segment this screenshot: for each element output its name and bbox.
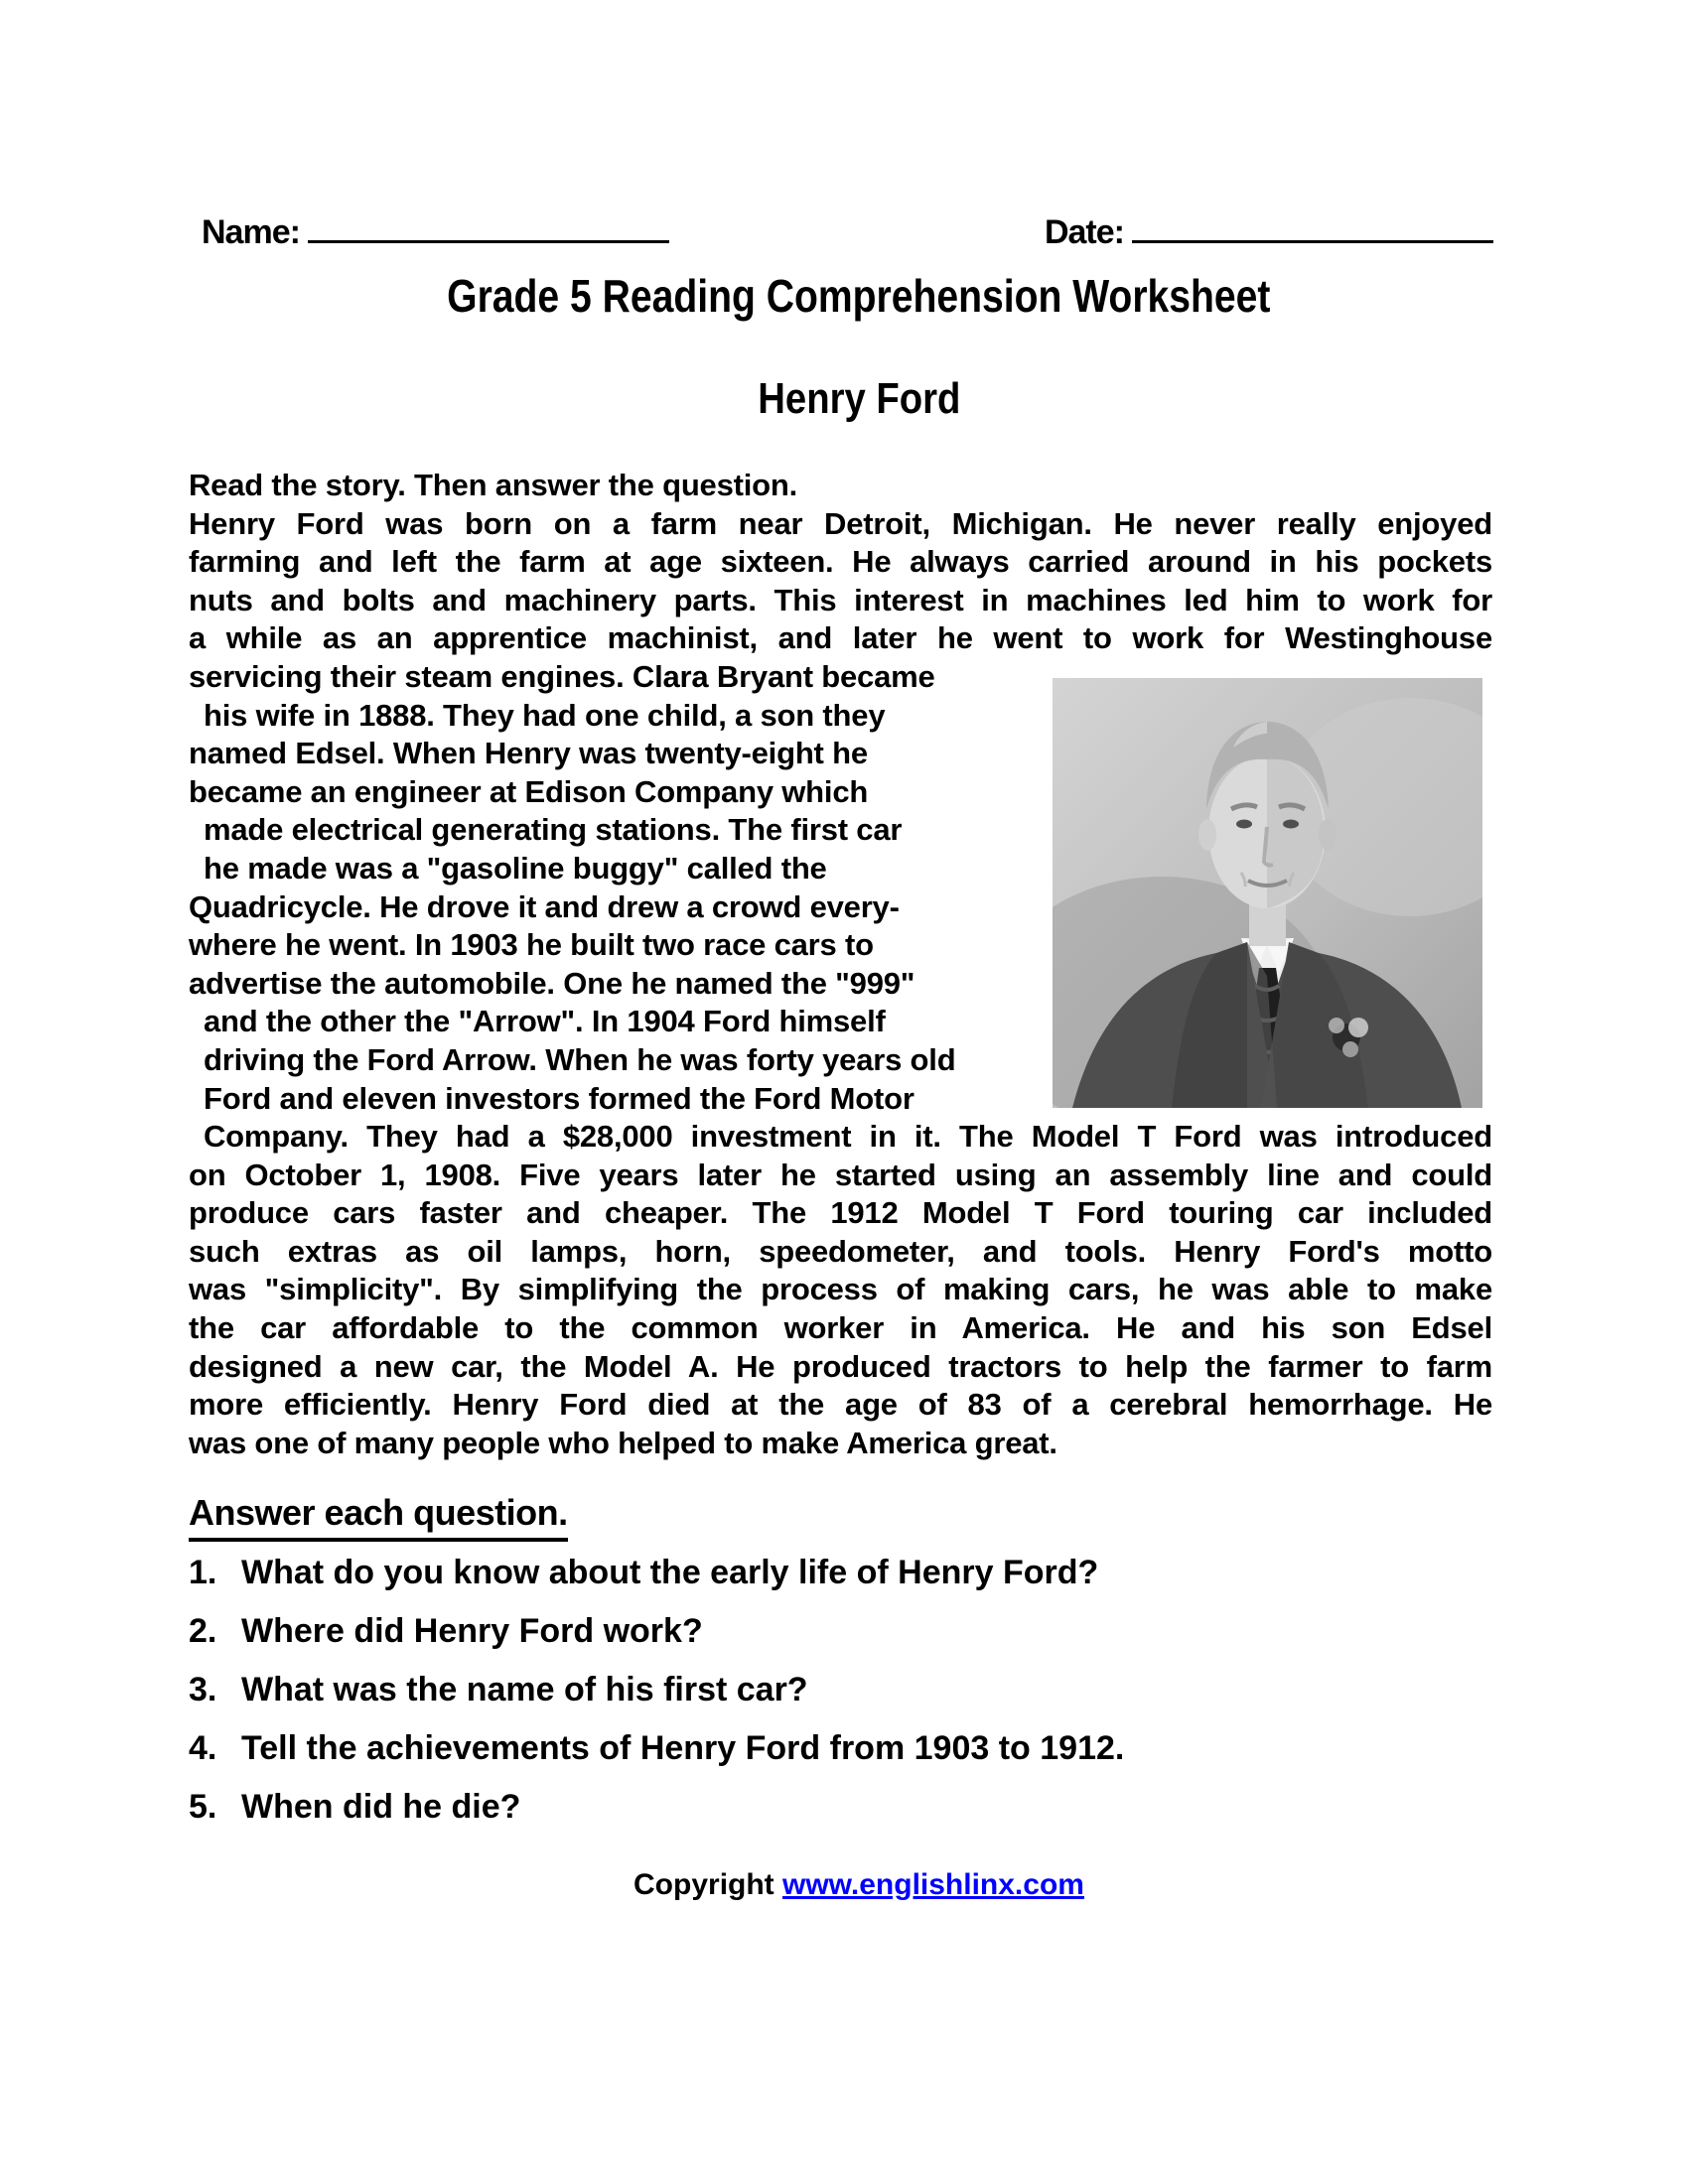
henry-ford-photo — [1053, 678, 1482, 1108]
story-line: became an engineer at Edison Company which — [189, 773, 869, 809]
date-blank-line — [1132, 210, 1493, 243]
question-text: What do you know about the early life of Henry Ford? — [241, 1554, 1099, 1591]
story-line: advertise the automobile. One he named the "999" — [189, 965, 915, 1001]
story-line: where he went. In 1903 he built two race cars to — [189, 927, 874, 963]
story-line: his wife in 1888. They had one child, a son they — [204, 697, 886, 733]
question-number: 3. — [189, 1671, 217, 1708]
question-1 — [189, 1551, 1494, 1609]
story-line: driving the Ford Arrow. When he was forty years old — [204, 1041, 956, 1077]
story-line: he made was a "gasoline buggy" called the — [204, 850, 827, 886]
story-line: designed a new car, the Model A. He produced tractors to help the farmer to farm — [189, 1348, 1492, 1384]
question-text: Tell the achievements of Henry Ford from 1903 to 1912. — [241, 1729, 1125, 1767]
story-line: on October 1, 1908. Five years later he started using an assembly line and could — [189, 1157, 1492, 1192]
story-line: produce cars faster and cheaper. The 1912 Model T Ford touring car included — [189, 1195, 1492, 1231]
question-4 — [189, 1726, 1494, 1785]
story-line: Quadricycle. He drove it and drew a crowd every- — [189, 888, 900, 924]
questions-list — [189, 1551, 1494, 1843]
question-2 — [189, 1609, 1494, 1668]
story-line: was one of many people who helped to make America great. — [189, 1425, 1057, 1460]
questions-heading: Answer each question. — [189, 1491, 568, 1542]
date-label: Date: — [1044, 213, 1124, 251]
story-line: Henry Ford was born on a farm near Detroit, Michigan. He never really enjoyed — [189, 505, 1492, 541]
story-line: a while as an apprentice machinist, and later he went to work for Westinghouse — [189, 620, 1492, 656]
copyright-line — [189, 1866, 1529, 1904]
story-line: servicing their steam engines. Clara Bryant became — [189, 658, 935, 694]
story-line: more efficiently. Henry Ford died at the age of 83 of a cerebral hemorrhage. He — [189, 1387, 1492, 1423]
question-text: What was the name of his first car? — [241, 1671, 808, 1708]
question-5 — [189, 1785, 1494, 1843]
story-line: farming and left the farm at age sixteen. He always carried around in his pockets — [189, 544, 1492, 580]
story-line: such extras as oil lamps, horn, speedometer, and tools. Henry Ford's motto — [189, 1233, 1492, 1269]
question-number: 5. — [189, 1788, 217, 1826]
story-line: named Edsel. When Henry was twenty-eight he — [189, 736, 868, 771]
question-number: 1. — [189, 1554, 217, 1591]
story-line: made electrical generating stations. The first car — [204, 812, 903, 848]
copyright-link[interactable]: www.englishlinx.com — [782, 1868, 1084, 1901]
story-line: the car affordable to the common worker in America. He and his son Edsel — [189, 1310, 1492, 1346]
story-title: Henry Ford — [757, 374, 961, 423]
worksheet-title: Grade 5 Reading Comprehension Worksheet — [447, 270, 1271, 322]
question-text: Where did Henry Ford work? — [241, 1612, 703, 1650]
story-line: Company. They had a $28,000 investment in it. The Model T Ford was introduced — [204, 1119, 1492, 1155]
question-number: 2. — [189, 1612, 217, 1650]
instructions-line: Read the story. Then answer the question. — [189, 468, 798, 502]
name-blank-line — [308, 210, 669, 243]
story-line: was "simplicity". By simplifying the process of making cars, he was able to make — [189, 1272, 1492, 1307]
name-date-row — [202, 210, 1493, 252]
name-label: Name: — [202, 213, 300, 251]
question-text: When did he die? — [241, 1788, 521, 1826]
question-3 — [189, 1668, 1494, 1726]
story-line: nuts and bolts and machinery parts. This interest in machines led him to work for — [189, 582, 1492, 617]
story-line: Ford and eleven investors formed the Ford Motor — [204, 1080, 914, 1116]
story-line: and the other the "Arrow". In 1904 Ford himself — [204, 1004, 886, 1039]
copyright-label: Copyright — [633, 1868, 783, 1901]
question-number: 4. — [189, 1729, 217, 1767]
